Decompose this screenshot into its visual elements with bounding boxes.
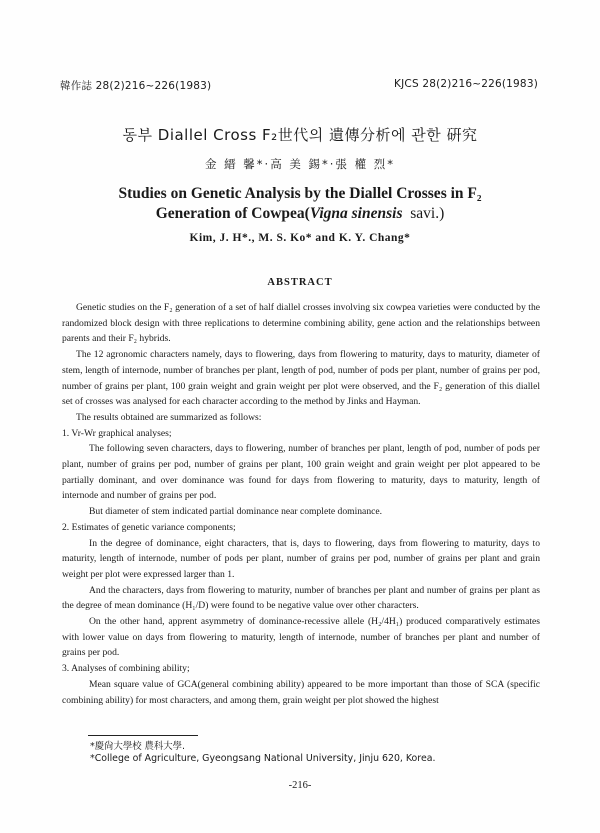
header-citation-korean: 韓作誌 28(2)216~226(1983) [60,80,212,92]
item2-paragraph2: And the characters, days from flowering to maturity, number of branches per plant and number of grains per plant as the degree of mean dominance (H₁/D) were found to be negative value over other characters. [62,584,540,612]
item1-paragraph2: But diameter of stem indicated partial dominance near complete dominance. [89,506,383,518]
footnote-korean: *慶尙大學校 農科大學. [90,741,186,752]
item2-paragraph3: On the other hand, apprent asymmetry of dominance-recessive allele (H₂/4H₁) produced comparatively estimates with lower value on days from flowering to maturity, length of internode, number of branches per plant and number of grains per pod. [62,616,540,659]
item1-heading: 1. Vr-Wr graphical analyses; [62,427,172,439]
paragraph-intro: Genetic studies on the F₂ generation of a set of half diallel crosses involving six cowpea varieties were conducted by the randomized block design with three replications to determine combining ability, gene action and the relationships between parents and their F₂ hybrids. [62,302,540,345]
page-number: -216- [288,780,312,791]
title-english-line2-a: Generation of Cowpea( [155,205,310,222]
item2-heading: 2. Estimates of genetic variance components; [62,521,236,533]
abstract-heading: ABSTRACT [267,277,333,288]
species-name: Vigna sinensis [309,205,403,222]
footnote-rule [88,735,198,736]
title-english-line1: Studies on Genetic Analysis by the Diallel Crosses in F₂ [118,185,482,202]
authors-english: Kim, J. H*., M. S. Ko* and K. Y. Chang* [189,232,411,244]
authors-korean: 金 縉 馨*·高 美 錫*·張 權 烈* [205,157,395,171]
header-citation-english: KJCS 28(2)216~226(1983) [394,78,538,90]
abstract-body [62,300,540,708]
title-korean: 동부 Diallel Cross F₂世代의 遺傳分析에 관한 硏究 [122,126,478,144]
title-english-line2 [0,203,600,224]
paragraph-results-intro: The results obtained are summarized as follows: [76,411,262,423]
item3-heading: 3. Analyses of combining ability; [62,663,190,675]
paragraph-characters: The 12 agronomic characters namely, days to flowering, days from flowering to maturity, days to maturity, diameter of stem, length of internode, number of branches per plant, length of pod, number of pods per plant, number of grains per pod, number of grains per plant, 100 grain weight and grain weight per plot were observed, and the F₂ generation of this diallel set of crosses was analysed for each character according to the method by Jinks and Hayman. [62,349,540,408]
species-author: savi.) [410,205,445,222]
item3-paragraph1: Mean square value of GCA(general combining ability) appeared to be more important than those of SCA (specific combining ability) for most characters, and among them, grain weight per plot showed the highest [62,678,540,706]
item1-paragraph1: The following seven characters, days to flowering, number of branches per plant, length of pod, number of pods per plant, number of grains per pod, number of grains per plant, 100 grain weight and grain weight per plot appeared to be partially dominant, and over dominance was found for days from flowering to maturity, days to maturity, length of internode and number of grains per pod. [62,443,540,502]
footnote-english: *College of Agriculture, Gyeongsang National University, Jinju 620, Korea. [90,753,436,764]
item2-paragraph1: In the degree of dominance, eight characters, that is, days to flowering, days from flowering to maturity, days to maturity, length of internode, number of pods per plant, number of grains per pod, number of grains per plant and grain weight per plot were expressed larger than 1. [62,537,540,580]
